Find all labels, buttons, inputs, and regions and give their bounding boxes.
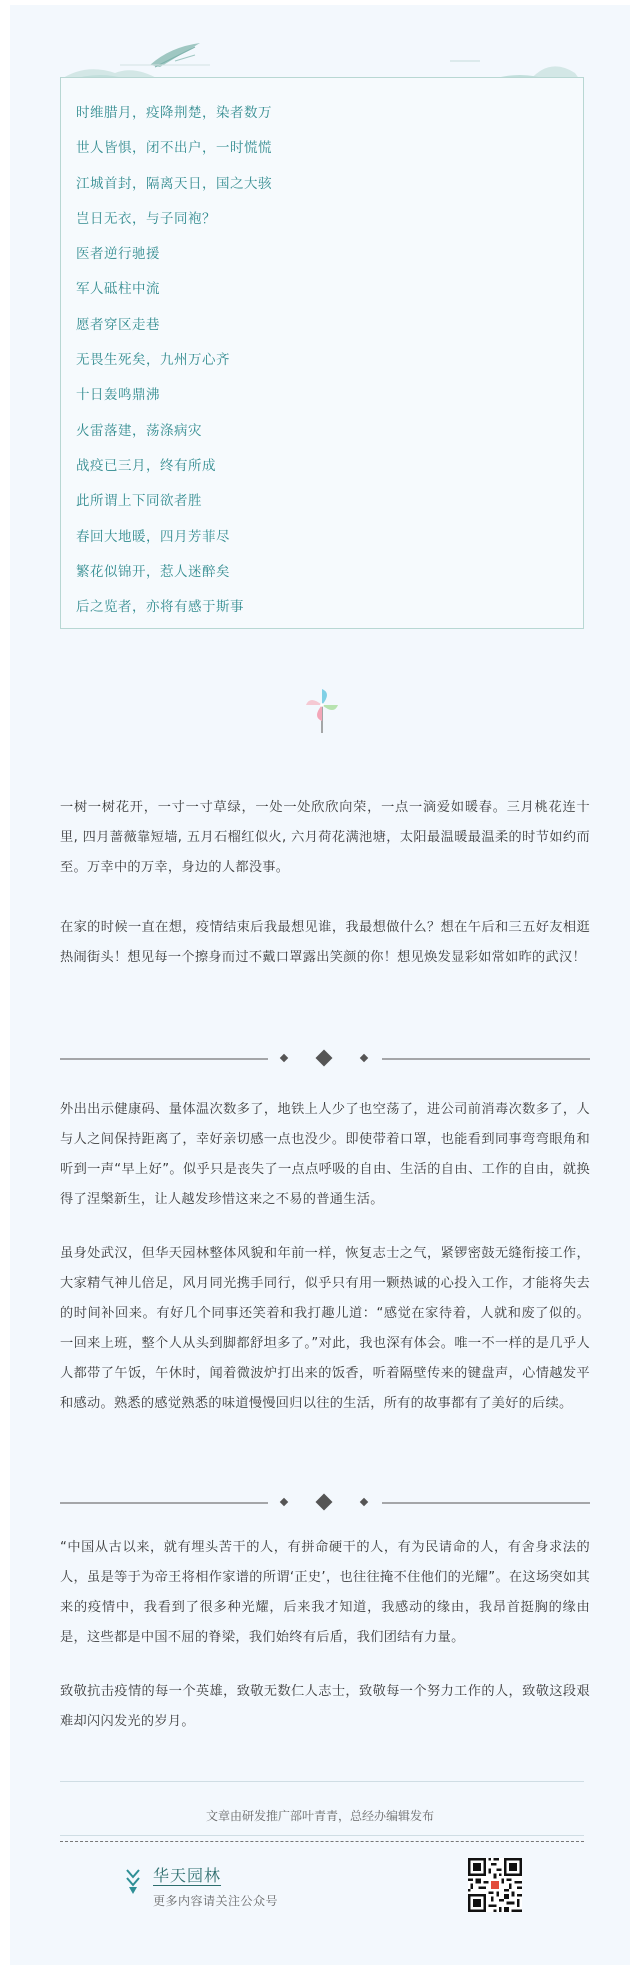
poem-line: 后之览者，亦将有感于斯事 — [76, 599, 244, 616]
poem-line: 繁花似锦开，惹人迷醉矣 — [76, 563, 230, 580]
poem-line: 春回大地暖，四月芳菲尽 — [76, 528, 230, 545]
dashed-divider — [60, 1841, 584, 1842]
poem-card — [60, 77, 584, 629]
poem-line: 时维腊月，疫降荆楚，染者数万 — [76, 105, 272, 121]
article-paragraph: 一树一树花开，一寸一寸草绿，一处一处欣欣向荣，一点一滴爱如暖春。三月桃花连十里, 四月蔷薇靠短墙, 五月石榴红似火, 六月荷花满池塘，太阳最温暖最温柔的时节如约而至。万幸中的万幸，身边的人都没事。 — [60, 800, 590, 875]
pinwheel-icon — [302, 685, 342, 735]
poem-line: 医者逆行驰援 — [76, 246, 160, 263]
article-paragraph: 虽身处武汉，但华天园林整体风貌和年前一样，恢复志士之气，紧锣密鼓无缝衔接工作，大家精气神儿倍足，风月同光携手同行，似乎只有用一颗热诚的心投入工作，才能将失去的时间补回来。有好几个同事还笑着和我打趣儿道：“感觉在家待着，人就和废了似的。一回来上班，整个人从头到脚都舒坦多了。”对此，我也深有体会。唯一不一样的是几乎人人都带了午饭，午休时，闻着微波炉打出来的饭香，听着隔壁传来的键盘声，心情越发平和感动。熟悉的感觉熟悉的味道慢慢回归以往的生活，所有的故事都有了美好的后续。 — [60, 1246, 590, 1411]
poem-line: 无畏生死矣，九州万心齐 — [76, 352, 230, 369]
publish-note: 文章由研发推广部叶青青，总经办编辑发布 — [205, 1809, 434, 1823]
article-paragraph: “中国从古以来，就有埋头苦干的人，有拼命硬干的人，有为民请命的人，有舍身求法的人，虽是等于为帝王将相作家谱的所谓‘正史’，也往往掩不住他们的光耀”。在这场突如其来的疫情中，我看到了很多种光耀，后来我才知道，我感动的缘由，我昂首挺胸的缘由是，这些都是中国不屈的脊梁，我们始终有后盾，我们团结有力量。 — [60, 1540, 590, 1645]
poem-line: 江城首封，隔离天日，国之大骇 — [76, 175, 272, 192]
follow-hint: 更多内容请关注公众号 — [153, 1894, 279, 1908]
poem-line: 火雷落建，荡涤病灾 — [76, 422, 202, 439]
footer-divider — [60, 1781, 584, 1782]
brand-logo-icon — [126, 1869, 140, 1895]
brand-name[interactable]: 华天园林 — [153, 1866, 222, 1885]
qr-code-icon[interactable] — [468, 1858, 522, 1912]
article-paragraph: 致敬抗击疫情的每一个英雄，致敬无数仁人志士，致敬每一个努力工作的人，致敬这段艰难却闪闪发光的岁月。 — [60, 1684, 590, 1729]
section-divider — [60, 1493, 590, 1513]
section-divider — [60, 1049, 590, 1069]
article-paragraph: 在家的时候一直在想，疫情结束后我最想见谁，我最想做什么？想在午后和三五好友相逛热闹街头！想见每一个擦身而过不戴口罩露出笑颜的你！想见焕发显彩如常如昨的武汉！ — [60, 920, 590, 965]
poem-line: 战疫已三月，终有所成 — [76, 457, 216, 474]
article-paragraph: 外出出示健康码、量体温次数多了，地铁上人少了也空荡了，进公司前消毒次数多了，人与人之间保持距离了，幸好亲切感一点也没少。即使带着口罩，也能看到同事弯弯眼角和听到一声“早上好”。似乎只是丧失了一点点呼吸的自由、生活的自由、工作的自由，就换得了涅槃新生，让人越发珍惜这来之不易的普通生活。 — [60, 1102, 590, 1207]
article-page — [10, 5, 630, 1965]
poem-line: 愿者穿区走巷 — [76, 316, 160, 333]
poem-line: 十日轰鸣鼎沸 — [76, 387, 160, 404]
poem-line: 此所谓上下同欲者胜 — [76, 493, 202, 510]
poem-line: 军人砥柱中流 — [76, 281, 160, 298]
footer-divider — [60, 1835, 584, 1836]
poem-line: 世人皆惧，闭不出户，一时慌慌 — [76, 140, 272, 157]
poem-line: 岂日无衣，与子同袍？ — [76, 210, 216, 227]
